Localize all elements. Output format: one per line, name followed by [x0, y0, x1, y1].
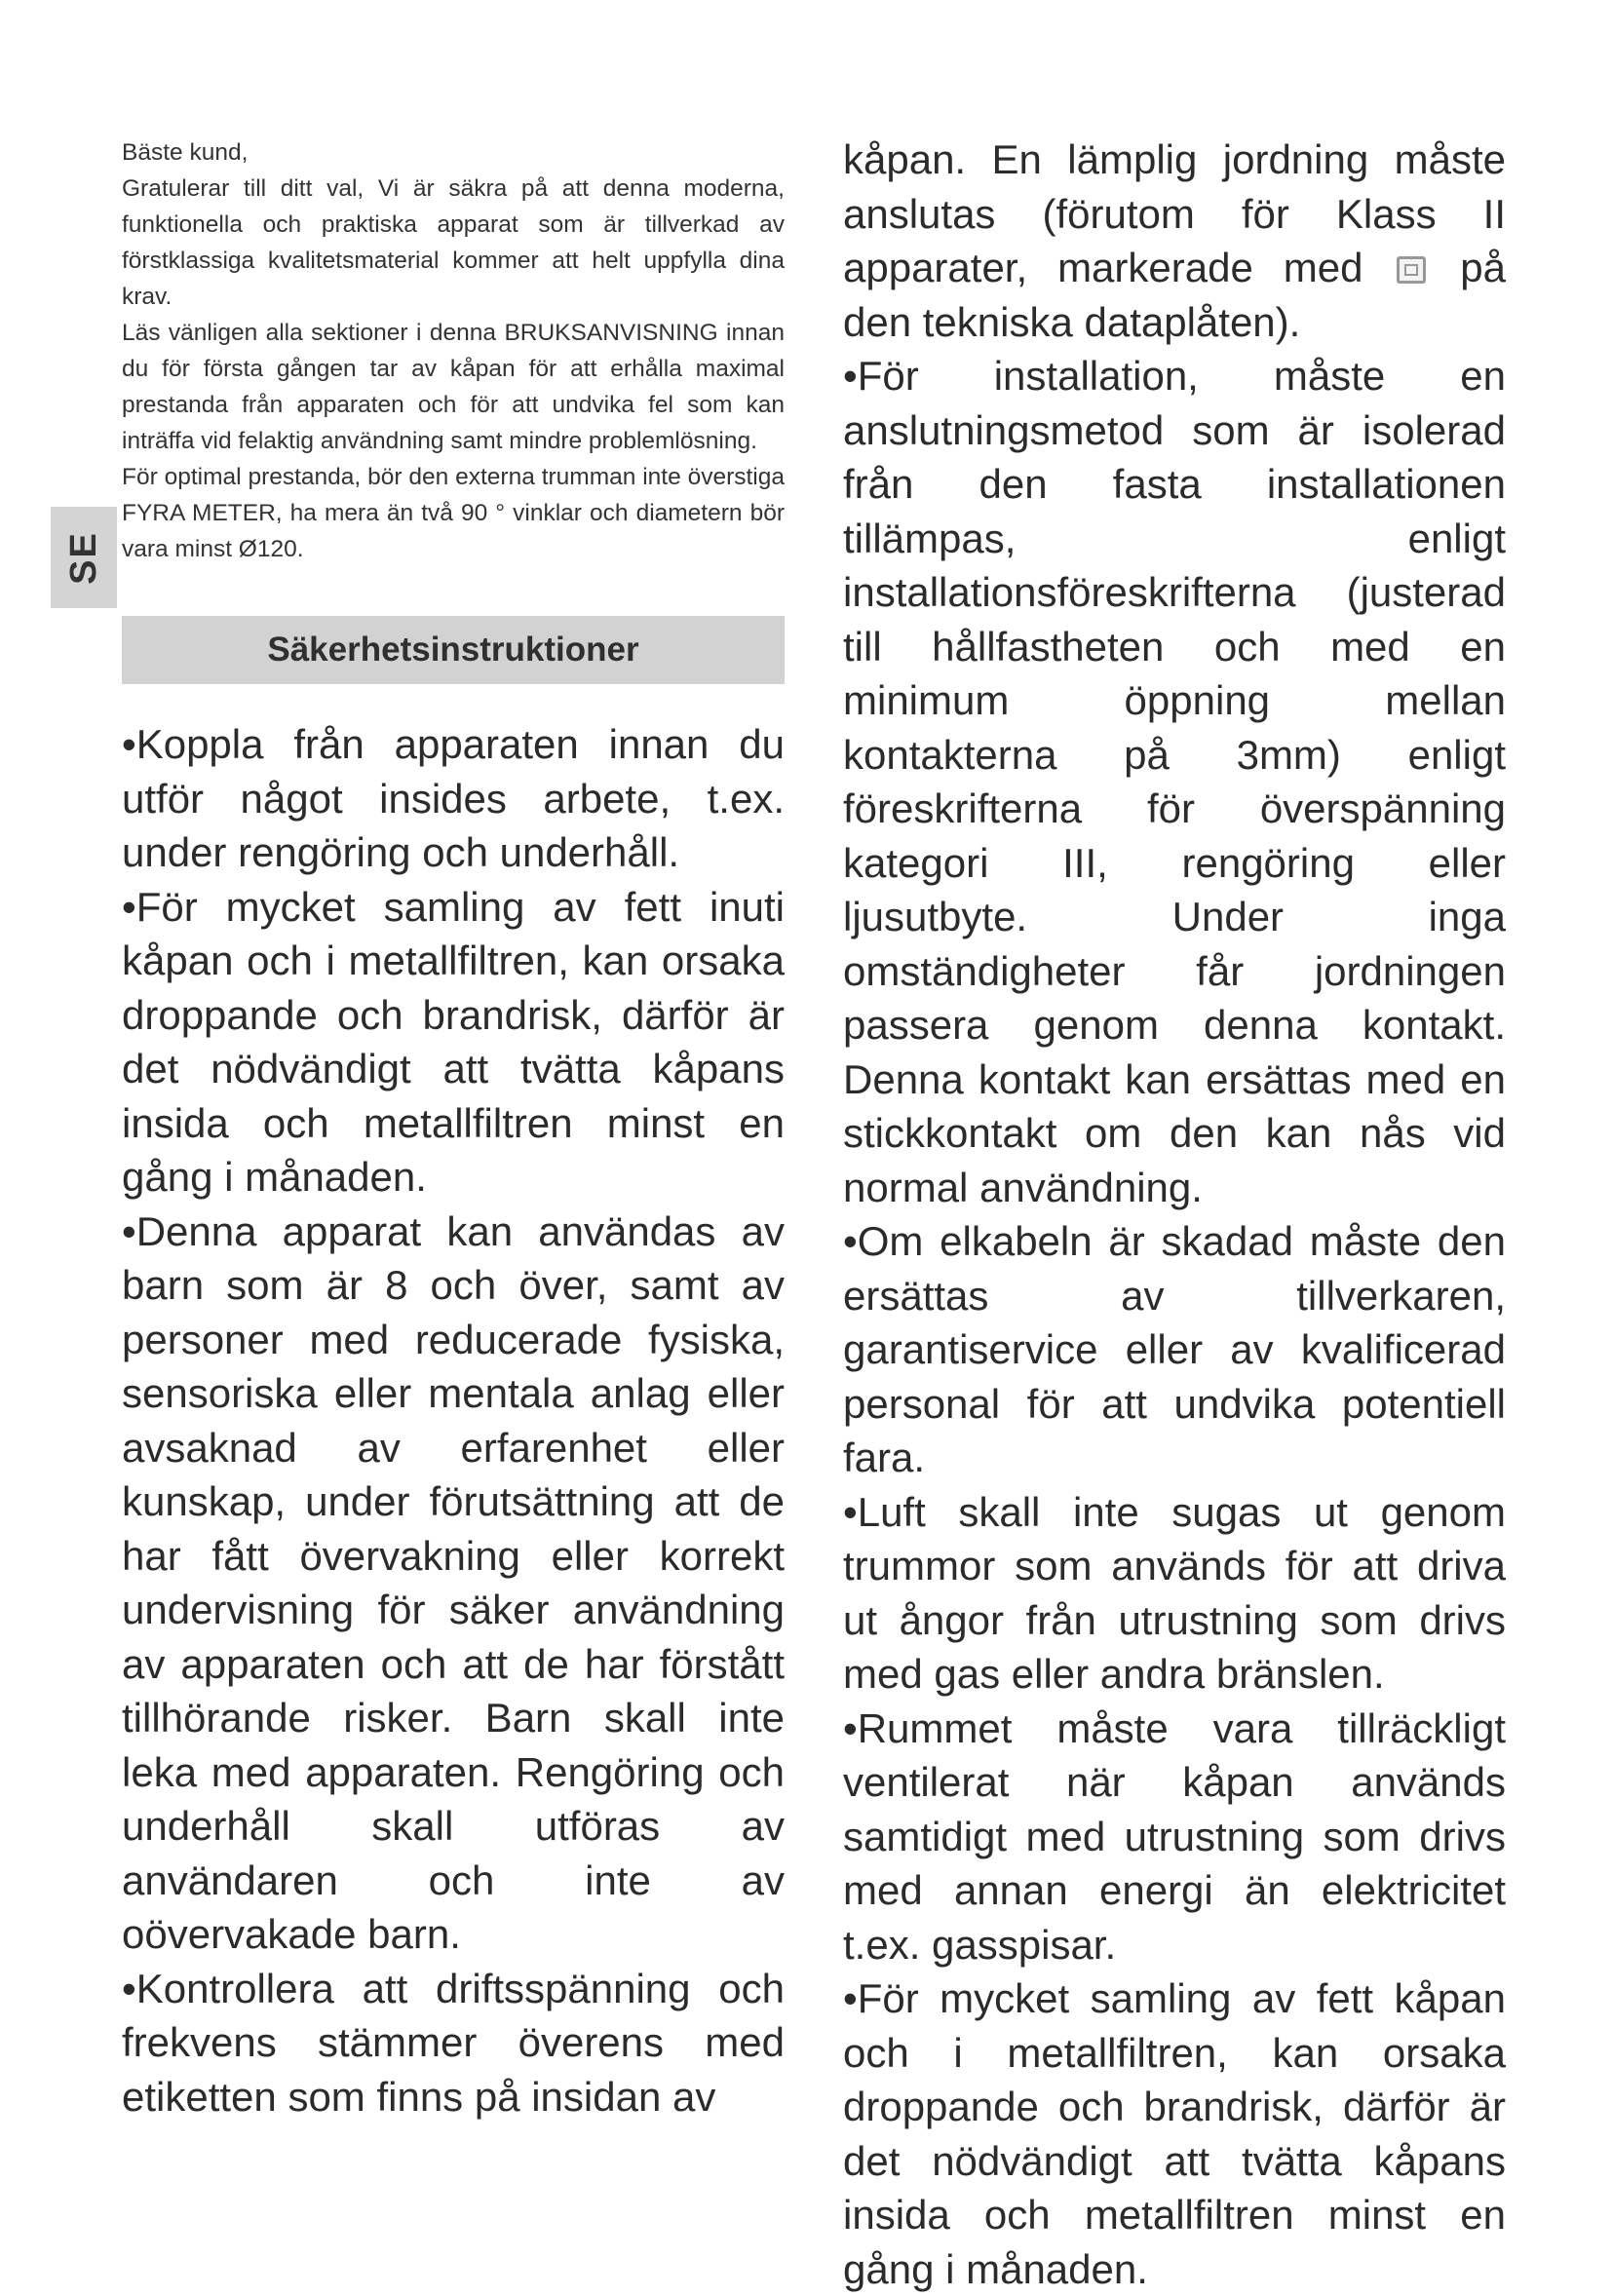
intro-paragraph-1: Gratulerar till ditt val, Vi är säkra på att denna moderna, funktionella och praktiska apparat som är tillverkad av förstklassiga kvalitetsmaterial kommer att helt uppfylla dina krav.	[122, 175, 785, 310]
safety-item-children: •Denna apparat kan användas av barn som är 8 och över, samt av personer med reducerade fysiska, sensoriska eller mentala anlag eller avsaknad av erfarenhet eller kunskap, under förutsättning att de har fått övervakning eller korrekt undervisning för säker användning av apparaten och att de har förstått tillhörande risker. Barn skall inte leka med apparaten. Rengöring och underhåll skall utföras av användaren och inte av oövervakade barn.	[122, 1207, 785, 1957]
safety-item-grounding	[843, 133, 1506, 349]
intro-greeting: Bäste kund,	[122, 139, 249, 166]
right-column	[843, 133, 1506, 2296]
section-heading	[122, 616, 785, 684]
class-ii-icon	[1397, 256, 1426, 284]
section-title: Säkerhetsinstruktioner	[267, 631, 639, 669]
intro-text	[122, 134, 785, 567]
safety-item-disconnect: •Koppla från apparaten innan du utför något insides arbete, t.ex. under rengöring och underhåll.	[122, 721, 785, 875]
intro-paragraph-2: Läs vänligen alla sektioner i denna BRUKSANVISNING innan du för första gången tar av kåpan för att erhålla maximal prestanda från apparaten och för att undvika fel som kan inträffa vid felaktig användning samt mindre problemlösning.	[122, 320, 785, 454]
language-tab	[51, 507, 117, 608]
grounding-text-start: kåpan. En lämplig jordning måste anslutas (förutom för Klass II apparater, markerade med	[843, 136, 1506, 290]
language-tab-label: SE	[62, 530, 104, 585]
safety-item-grease: •För mycket samling av fett inuti kåpan och i metallfiltren, kan orsaka droppande och brandrisk, därför är det nödvändigt att tvätta kåpans insida och metallfiltren minst en gång i månaden.	[122, 883, 785, 1200]
safety-item-ventilation: •Rummet måste vara tillräckligt ventilerat när kåpan används samtidigt med utrustning som drivs med annan energi än elektricitet t.ex. gasspisar.	[843, 1704, 1506, 1968]
safety-item-grease-repeat: •För mycket samling av fett kåpan och i metallfiltren, kan orsaka droppande och brandrisk, därför är det nödvändigt att tvätta kåpans insida och metallfiltren minst en gång i månaden.	[843, 1975, 1506, 2292]
safety-item-cable: •Om elkabeln är skadad måste den ersättas av tillverkaren, garantiservice eller av kvalificerad personal för att undvika potentiell fara.	[843, 1218, 1506, 1480]
safety-item-installation: •För installation, måste en anslutningsmetod som är isolerad från den fasta installationen tillämpas, enligt installationsföreskrifterna (justerad till hållfastheten och med en minimum öppning mellan kontakterna på 3mm) enligt föreskrifterna för överspänning kategori III, rengöring eller ljusutbyte. Under inga omständigheter får jordningen passera genom denna kontakt. Denna kontakt kan ersättas med en stickkontakt om den kan nås vid normal användning.	[843, 353, 1506, 1210]
safety-item-voltage: •Kontrollera att driftsspänning och frekvens stämmer överens med etiketten som finns på insidan av	[122, 1965, 785, 2120]
grounding-text-end: på den tekniska dataplåten).	[843, 245, 1506, 345]
safety-item-exhaust: •Luft skall inte sugas ut genom trummor som används för att driva ut ångor från utrustning som drivs med gas eller andra bränslen.	[843, 1488, 1506, 1697]
intro-paragraph-3: För optimal prestanda, bör den externa trumman inte överstiga FYRA METER, ha mera än två 90 ° vinklar och diametern bör vara minst Ø120.	[122, 464, 785, 562]
left-column	[122, 717, 785, 2124]
